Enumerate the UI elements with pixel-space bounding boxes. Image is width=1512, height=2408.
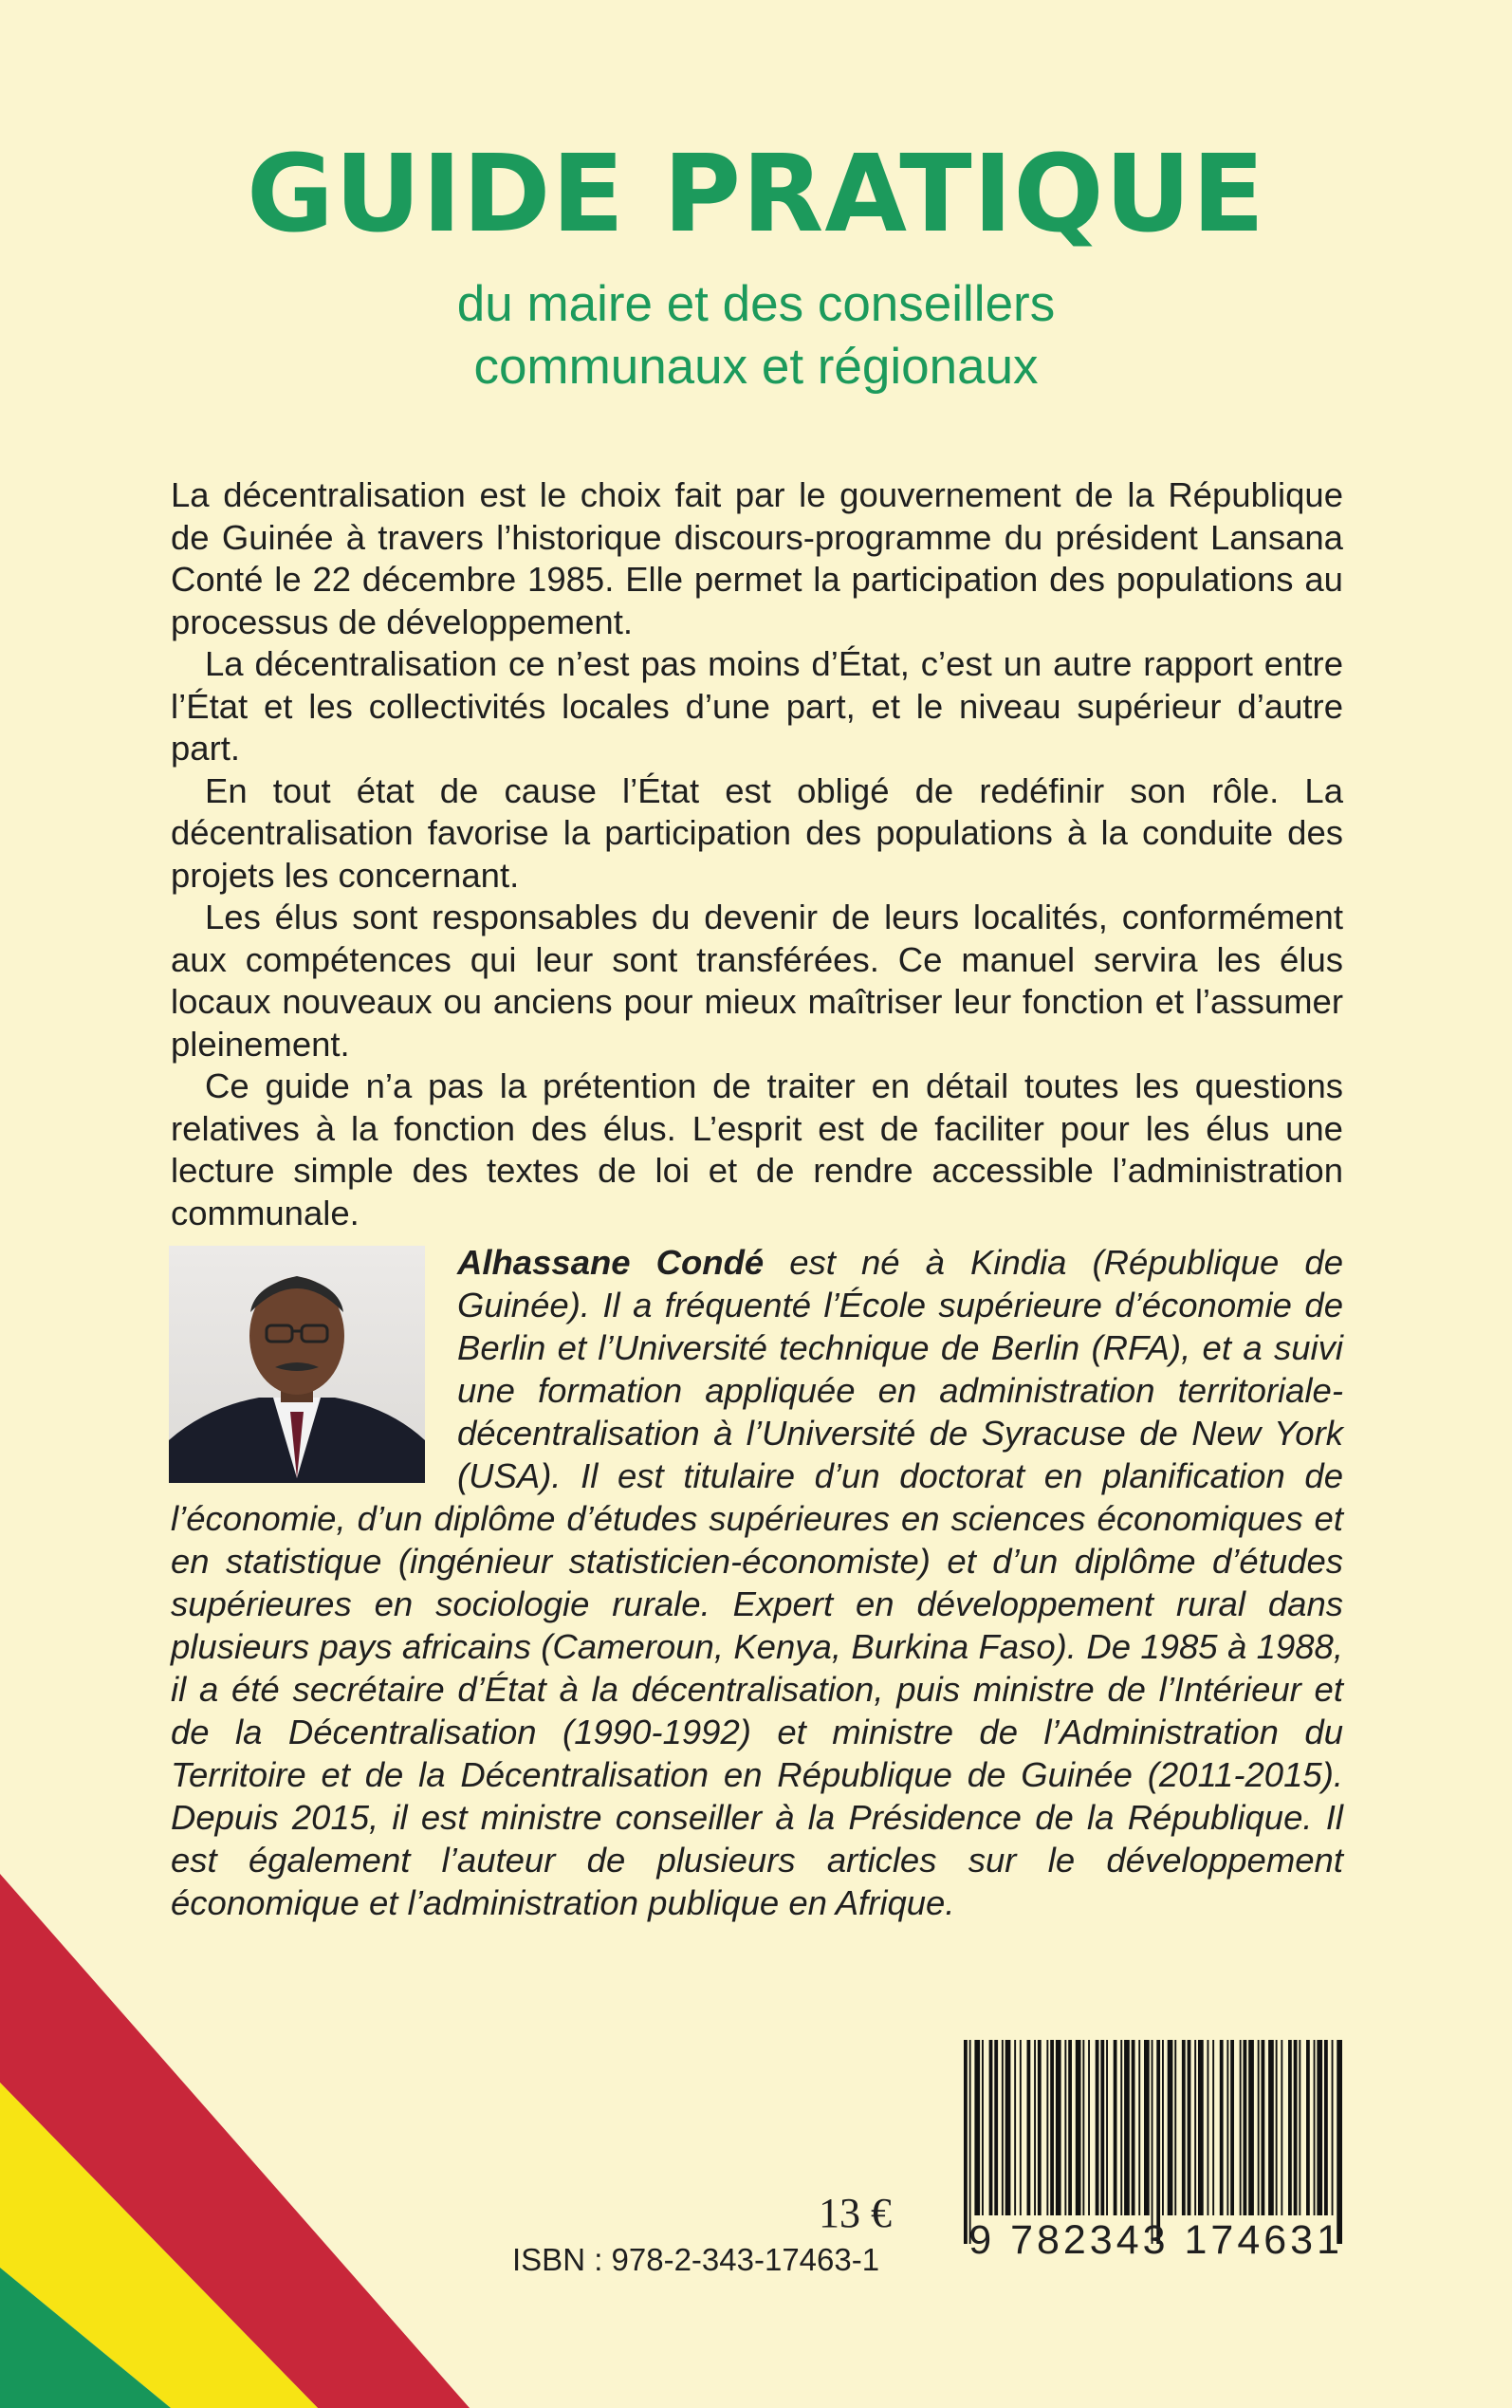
barcode-bar (1281, 2040, 1282, 2215)
barcode-bar (1106, 2040, 1108, 2215)
barcode-bar (1324, 2040, 1328, 2215)
barcode-bar (1005, 2040, 1011, 2215)
barcode-bar (1002, 2040, 1004, 2215)
barcode-bar (1088, 2040, 1090, 2215)
author-bio-text: est né à Kindia (République de Guinée). Il a fréquenté l’École supérieure d’économie de Berlin et l’Université technique de Berlin (RFA), et a suivi une formation appliquée en administration territoriale-décentralisation à l’Université de Syracuse de New York (USA). Il est titulaire d’un doctorat en planification de l’économie, d’un diplôme d’études supérieures en sciences économiques et en statistique (ingénieur statisticien-économiste) et d’un diplôme d’études supérieures en sociologie rurale. Expert en développement rural dans plusieurs pays africains (Cameroun, Kenya, Burkina Faso). De 1985 à 1988, il a été secrétaire d’État à la décentralisation, puis ministre de l’Intérieur et de la Décentralisation (1990-1992) et ministre de l’Administration du Territoire et de la Décentralisation en République de Guinée (2011-2015). Depuis 2015, il est ministre conseiller à la Présidence de la République. Il est également l’auteur de plusieurs articles sur le développement économique et l’administration publique en Afrique. (171, 1243, 1344, 1922)
blurb-paragraph: Ce guide n’a pas la prétention de traiter en détail toutes les questions relatives à la fonction des élus. L’esprit est de faciliter pour les élus une lecture simple des textes de loi et de rendre accessible l’administration communale. (171, 1066, 1343, 1232)
barcode-bar (1068, 2040, 1072, 2215)
subtitle-line-2: communaux et régionaux (473, 339, 1039, 395)
barcode-bar (1188, 2040, 1191, 2215)
barcode-bar (1248, 2040, 1254, 2215)
barcode-bar (1317, 2040, 1322, 2215)
barcode-bar (1050, 2040, 1054, 2215)
book-title: GUIDE PRATIQUE (246, 133, 1266, 256)
barcode-bar (1194, 2040, 1196, 2215)
barcode-bar (1332, 2040, 1334, 2215)
barcode-bar (1014, 2040, 1016, 2215)
barcode-bar (1064, 2040, 1066, 2215)
blurb-paragraph: En tout état de cause l’État est obligé de redéfinir son rôle. La décentralisation favorise la participation des populations à la conduite des projets les concernant. (171, 770, 1343, 895)
barcode-bar (1124, 2040, 1130, 2215)
barcode-bar (1114, 2040, 1117, 2215)
barcode-bar (1162, 2040, 1164, 2215)
barcode-bar (1056, 2040, 1061, 2215)
barcode-bar (1258, 2040, 1260, 2215)
barcode-bar (1262, 2040, 1265, 2215)
barcode-bar (1152, 2040, 1153, 2244)
barcode-bar (1306, 2040, 1310, 2215)
barcode-bar (1314, 2040, 1316, 2215)
barcode-bar (1208, 2040, 1209, 2215)
barcode-bar (1268, 2040, 1274, 2215)
barcode-bar (1174, 2040, 1176, 2215)
barcode-bar (969, 2040, 971, 2244)
barcode-bar (1132, 2040, 1135, 2215)
barcode-bar (1100, 2040, 1104, 2215)
isbn: ISBN : 978-2-343-17463-1 (512, 2242, 880, 2277)
barcode-bar (1156, 2040, 1160, 2244)
barcode-bar (1038, 2040, 1042, 2215)
price: 13 € (819, 2190, 892, 2236)
barcode-bar (1198, 2040, 1204, 2215)
barcode-bar (1240, 2040, 1242, 2215)
blurb-text (171, 474, 1343, 1234)
barcode-bar (1076, 2040, 1081, 2215)
barcode-bar (964, 2040, 968, 2244)
barcode-bar (1212, 2040, 1214, 2215)
barcode-bar (989, 2040, 993, 2215)
barcode-bar (1082, 2040, 1084, 2215)
barcode-bar (1294, 2040, 1298, 2215)
barcode-bar (1288, 2040, 1292, 2215)
author-biography (171, 1241, 1343, 1924)
barcode-bar (1144, 2040, 1150, 2215)
barcode-bar (1220, 2040, 1224, 2215)
barcode-bar (1020, 2040, 1022, 2215)
blurb-paragraph: La décentralisation ce n’est pas moins d’État, c’est un autre rapport entre l’État et les collectivités locales d’une part, et le niveau supérieur d’autre part. (171, 644, 1343, 768)
barcode-bar (982, 2040, 984, 2215)
barcode-bar (1027, 2040, 1031, 2215)
barcode-bar (1230, 2040, 1234, 2215)
barcode-bar (994, 2040, 998, 2215)
blurb-paragraph: Les élus sont responsables du devenir de leurs localités, conformément aux compétences qui leur sont transférées. Ce manuel servira les élus locaux nouveaux ou anciens pour mieux maîtriser leur fonction et l’assumer pleinement. (171, 898, 1343, 1064)
barcode-bar (1138, 2040, 1140, 2215)
barcode-bar (1034, 2040, 1036, 2215)
barcode-bar (1168, 2040, 1173, 2215)
author-name: Alhassane Condé (457, 1243, 765, 1282)
barcode-bar (1096, 2040, 1099, 2215)
barcode-bar (1046, 2040, 1048, 2215)
barcode-bar (1226, 2040, 1228, 2215)
barcode-bar (1337, 2040, 1342, 2244)
barcode-bar (1299, 2040, 1300, 2215)
barcode-bar (1120, 2040, 1122, 2215)
book-subtitle (0, 273, 1512, 398)
barcode-bar (1244, 2040, 1247, 2215)
barcode-bar (1276, 2040, 1278, 2215)
blurb-paragraph: La décentralisation est le choix fait par le gouvernement de la République de Guinée à travers l’historique discours-programme du président Lansana Conté le 22 décembre 1985. Elle permet la participation des populations au processus de développement. (171, 475, 1343, 641)
barcode-number: 9 782343 174631 (968, 2217, 1343, 2263)
barcode-bar (974, 2040, 980, 2215)
subtitle-line-1: du maire et des conseillers (456, 276, 1056, 332)
barcode-bar (1182, 2040, 1186, 2215)
photo-spacer (171, 1241, 457, 1497)
